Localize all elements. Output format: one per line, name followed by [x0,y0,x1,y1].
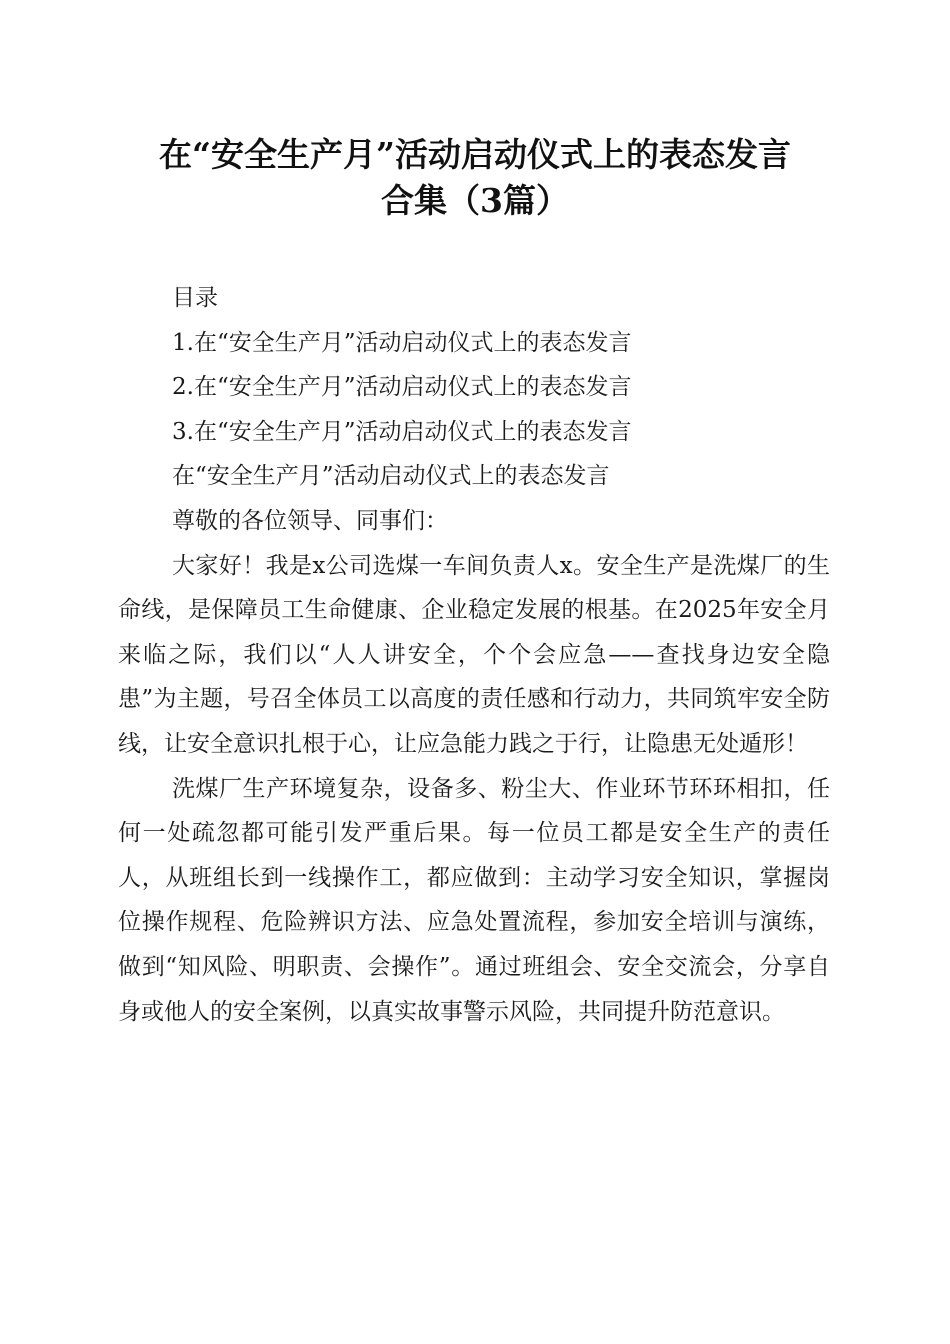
toc-heading: 目录 [172,285,218,311]
toc-item-3: 3.在“安全生产月”活动启动仪式上的表态发言 [172,418,632,445]
title-line-1: 在“安全生产月”活动启动仪式上的表态发言 [159,135,791,174]
salutation: 尊敬的各位领导、同事们： [172,507,448,534]
paragraph-1: 大家好！我是x公司选煤一车间负责人x。安全生产是洗煤厂的生命线，是保障员工生命健康、企业稳定发展的根基。在2025年安全月来临之际，我们以“人人讲安全，个个会应急——查找身边安全隐患”为主题，号召全体员工以高度的责任感和行动力，共同筑牢安全防线，让安全意识扎根于心，让应急能力践之于行，让隐患无处遁形！ [118,552,830,757]
toc-item-1: 1.在“安全生产月”活动启动仪式上的表态发言 [172,329,632,356]
title-line-2: 合集（3篇） [381,181,569,220]
document-body [118,276,830,1034]
document-title [110,132,840,224]
section-title: 在“安全生产月”活动启动仪式上的表态发言 [172,463,610,490]
paragraph-2: 洗煤厂生产环境复杂，设备多、粉尘大、作业环节环环相扣，任何一处疏忽都可能引发严重后果。每一位员工都是安全生产的责任人，从班组长到一线操作工，都应做到：主动学习安全知识，掌握岗位操作规程、危险辨识方法、应急处置流程，参加安全培训与演练，做到“知风险、明职责、会操作”。通过班组会、安全交流会，分享自身或他人的安全案例，以真实故事警示风险，共同提升防范意识。 [118,775,830,1025]
toc-item-2: 2.在“安全生产月”活动启动仪式上的表态发言 [172,374,632,401]
